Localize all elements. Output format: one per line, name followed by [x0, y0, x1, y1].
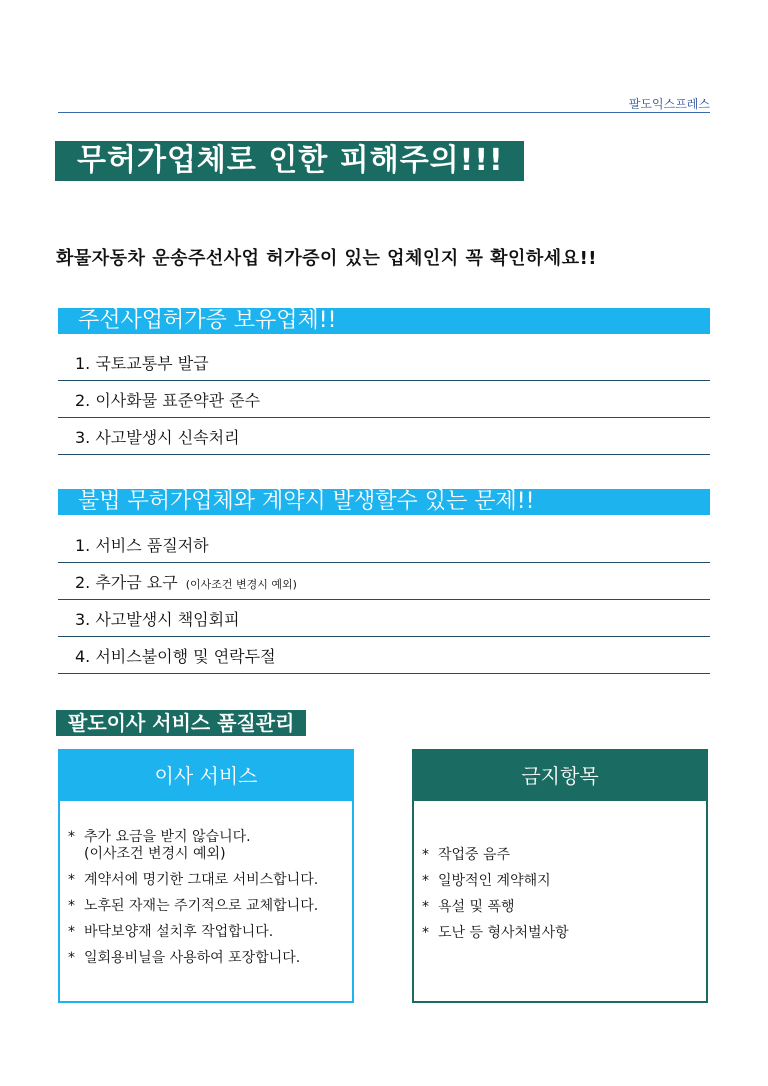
bullet-star: * — [68, 950, 75, 966]
service-item — [68, 950, 352, 967]
list-item — [58, 563, 710, 600]
section-problems-heading: 불법 무허가업체와 계약시 발생할수 있는 문제!! — [58, 489, 710, 515]
list-item-text: 3. 사고발생시 책임회피 — [75, 610, 240, 629]
service-box-title: 이사 서비스 — [60, 751, 352, 801]
bullet-star: * — [422, 847, 429, 863]
quality-heading: 팔도이사 서비스 품질관리 — [56, 710, 306, 736]
list-item — [58, 637, 710, 674]
list-item-text: 4. 서비스불이행 및 연락두절 — [75, 647, 276, 666]
list-item — [58, 600, 710, 637]
list-item-text: 2. 추가금 요구 — [75, 573, 178, 592]
service-item — [68, 924, 352, 941]
prohibited-item-text: 일방적인 계약해지 — [438, 873, 551, 889]
list-item: 3. 사고발생시 신속처리 — [58, 418, 710, 455]
prohibited-item — [422, 899, 706, 916]
page-title: 무허가업체로 인한 피해주의!!! — [55, 141, 524, 181]
bullet-star: * — [68, 872, 75, 888]
prohibited-list — [414, 801, 706, 942]
service-item — [68, 872, 352, 889]
bullet-star: * — [422, 925, 429, 941]
service-item-text: 계약서에 명기한 그대로 서비스합니다. — [84, 872, 319, 888]
list-item — [58, 526, 710, 563]
section-licensed-heading: 주선사업허가증 보유업체!! — [58, 308, 710, 334]
bullet-star: * — [68, 924, 75, 940]
list-item-note: (이사조건 변경시 예외) — [185, 578, 297, 591]
prohibited-box — [412, 749, 708, 1003]
service-item-text: 노후된 자재는 주기적으로 교체합니다. — [84, 898, 319, 914]
problems-list — [58, 526, 710, 674]
service-item — [68, 829, 352, 863]
brand-label: 팔도익스프레스 — [628, 97, 710, 111]
list-item: 2. 이사화물 표준약관 준수 — [58, 381, 710, 418]
bullet-star: * — [422, 873, 429, 889]
prohibited-box-title: 금지항목 — [414, 751, 706, 801]
service-list — [60, 801, 352, 967]
prohibited-item-text: 작업중 음주 — [438, 847, 511, 863]
prohibited-item — [422, 847, 706, 864]
list-item-text: 1. 서비스 품질저하 — [75, 536, 209, 555]
bullet-star: * — [68, 829, 75, 845]
subtitle: 화물자동차 운송주선사업 허가증이 있는 업체인지 꼭 확인하세요!! — [56, 248, 597, 269]
list-item: 1. 국토교통부 발급 — [58, 344, 710, 381]
prohibited-item-text: 욕설 및 폭행 — [438, 899, 515, 915]
bullet-star: * — [68, 898, 75, 914]
prohibited-item-text: 도난 등 형사처벌사항 — [438, 925, 569, 941]
licensed-list — [58, 344, 710, 455]
service-item-text: 일회용비닐을 사용하여 포장합니다. — [84, 950, 301, 966]
service-item-note: (이사조건 변경시 예외) — [84, 846, 226, 862]
service-item-text: 바닥보양재 설치후 작업합니다. — [84, 924, 274, 940]
top-divider — [58, 112, 710, 113]
service-box — [58, 749, 354, 1003]
service-item-text: 추가 요금을 받지 않습니다. — [84, 829, 251, 845]
service-item — [68, 898, 352, 915]
prohibited-item — [422, 873, 706, 890]
prohibited-item — [422, 925, 706, 942]
bullet-star: * — [422, 899, 429, 915]
